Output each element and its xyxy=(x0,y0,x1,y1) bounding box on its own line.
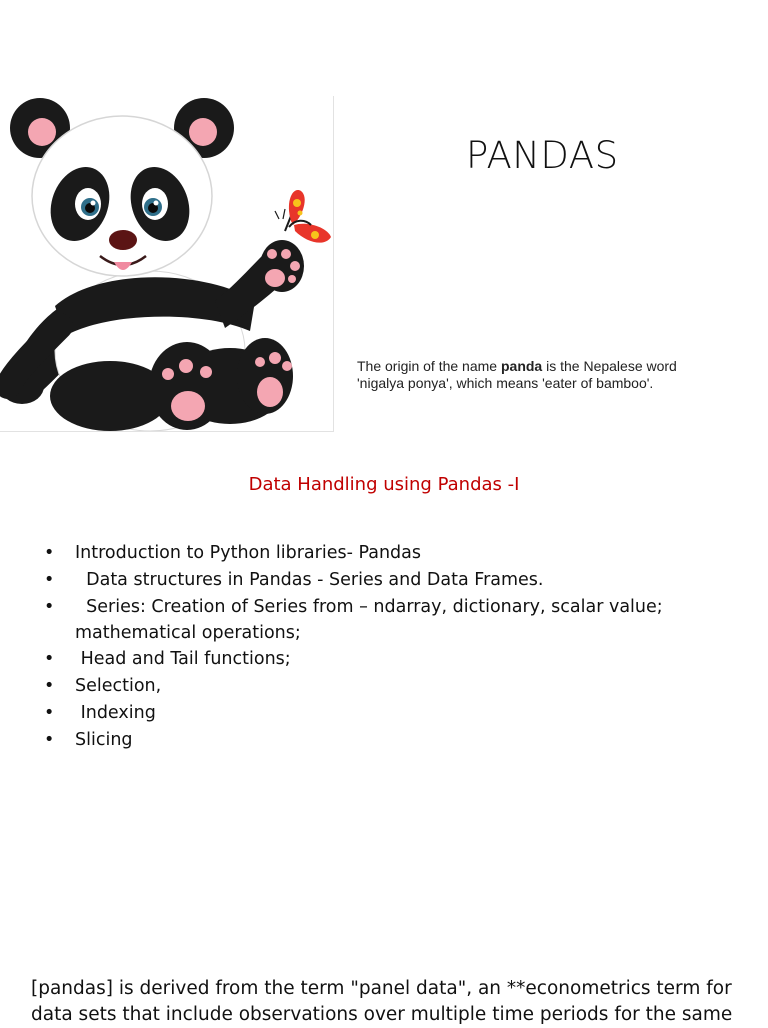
list-item xyxy=(44,594,734,646)
slide-subtitle: Data Handling using Pandas -I xyxy=(248,474,520,495)
bullet-icon: • xyxy=(44,649,55,669)
bullet-icon: • xyxy=(44,730,55,750)
list-item-text: Head and Tail functions; xyxy=(75,649,291,669)
origin-suffix: is the Nepalese word 'nigalya ponya', which means 'eater of bamboo'. xyxy=(357,358,677,391)
panel-data-note: [pandas] is derived from the term "panel data", an **econometrics term for data sets that include observations over multiple time periods for the same xyxy=(31,978,733,1025)
list-item xyxy=(44,567,734,594)
list-item xyxy=(44,646,734,673)
list-item-text: Indexing xyxy=(75,703,156,723)
bullet-icon: • xyxy=(44,570,55,590)
list-item xyxy=(44,727,734,754)
list-item-text: Introduction to Python libraries- Pandas xyxy=(75,543,421,563)
bullet-icon: • xyxy=(44,597,55,617)
list-item-text: Data structures in Pandas - Series and Data Frames. xyxy=(75,570,544,590)
panda-image xyxy=(0,96,334,432)
origin-bold-word: panda xyxy=(500,358,543,374)
list-item xyxy=(44,673,734,700)
list-item-text: Series: Creation of Series from – ndarray, dictionary, scalar value; mathematical operations; xyxy=(75,597,669,643)
topic-list xyxy=(44,540,734,754)
origin-prefix: The origin of the name xyxy=(357,358,501,374)
list-item-text: Slicing xyxy=(75,730,133,750)
bullet-icon: • xyxy=(44,543,55,563)
panda-illustration xyxy=(0,96,334,432)
panda-origin-text xyxy=(357,358,717,392)
slide-title: PANDAS xyxy=(466,134,619,177)
bullet-icon: • xyxy=(44,703,55,723)
list-item xyxy=(44,700,734,727)
list-item-text: Selection, xyxy=(75,676,162,696)
bullet-icon: • xyxy=(44,676,55,696)
list-item xyxy=(44,540,734,567)
